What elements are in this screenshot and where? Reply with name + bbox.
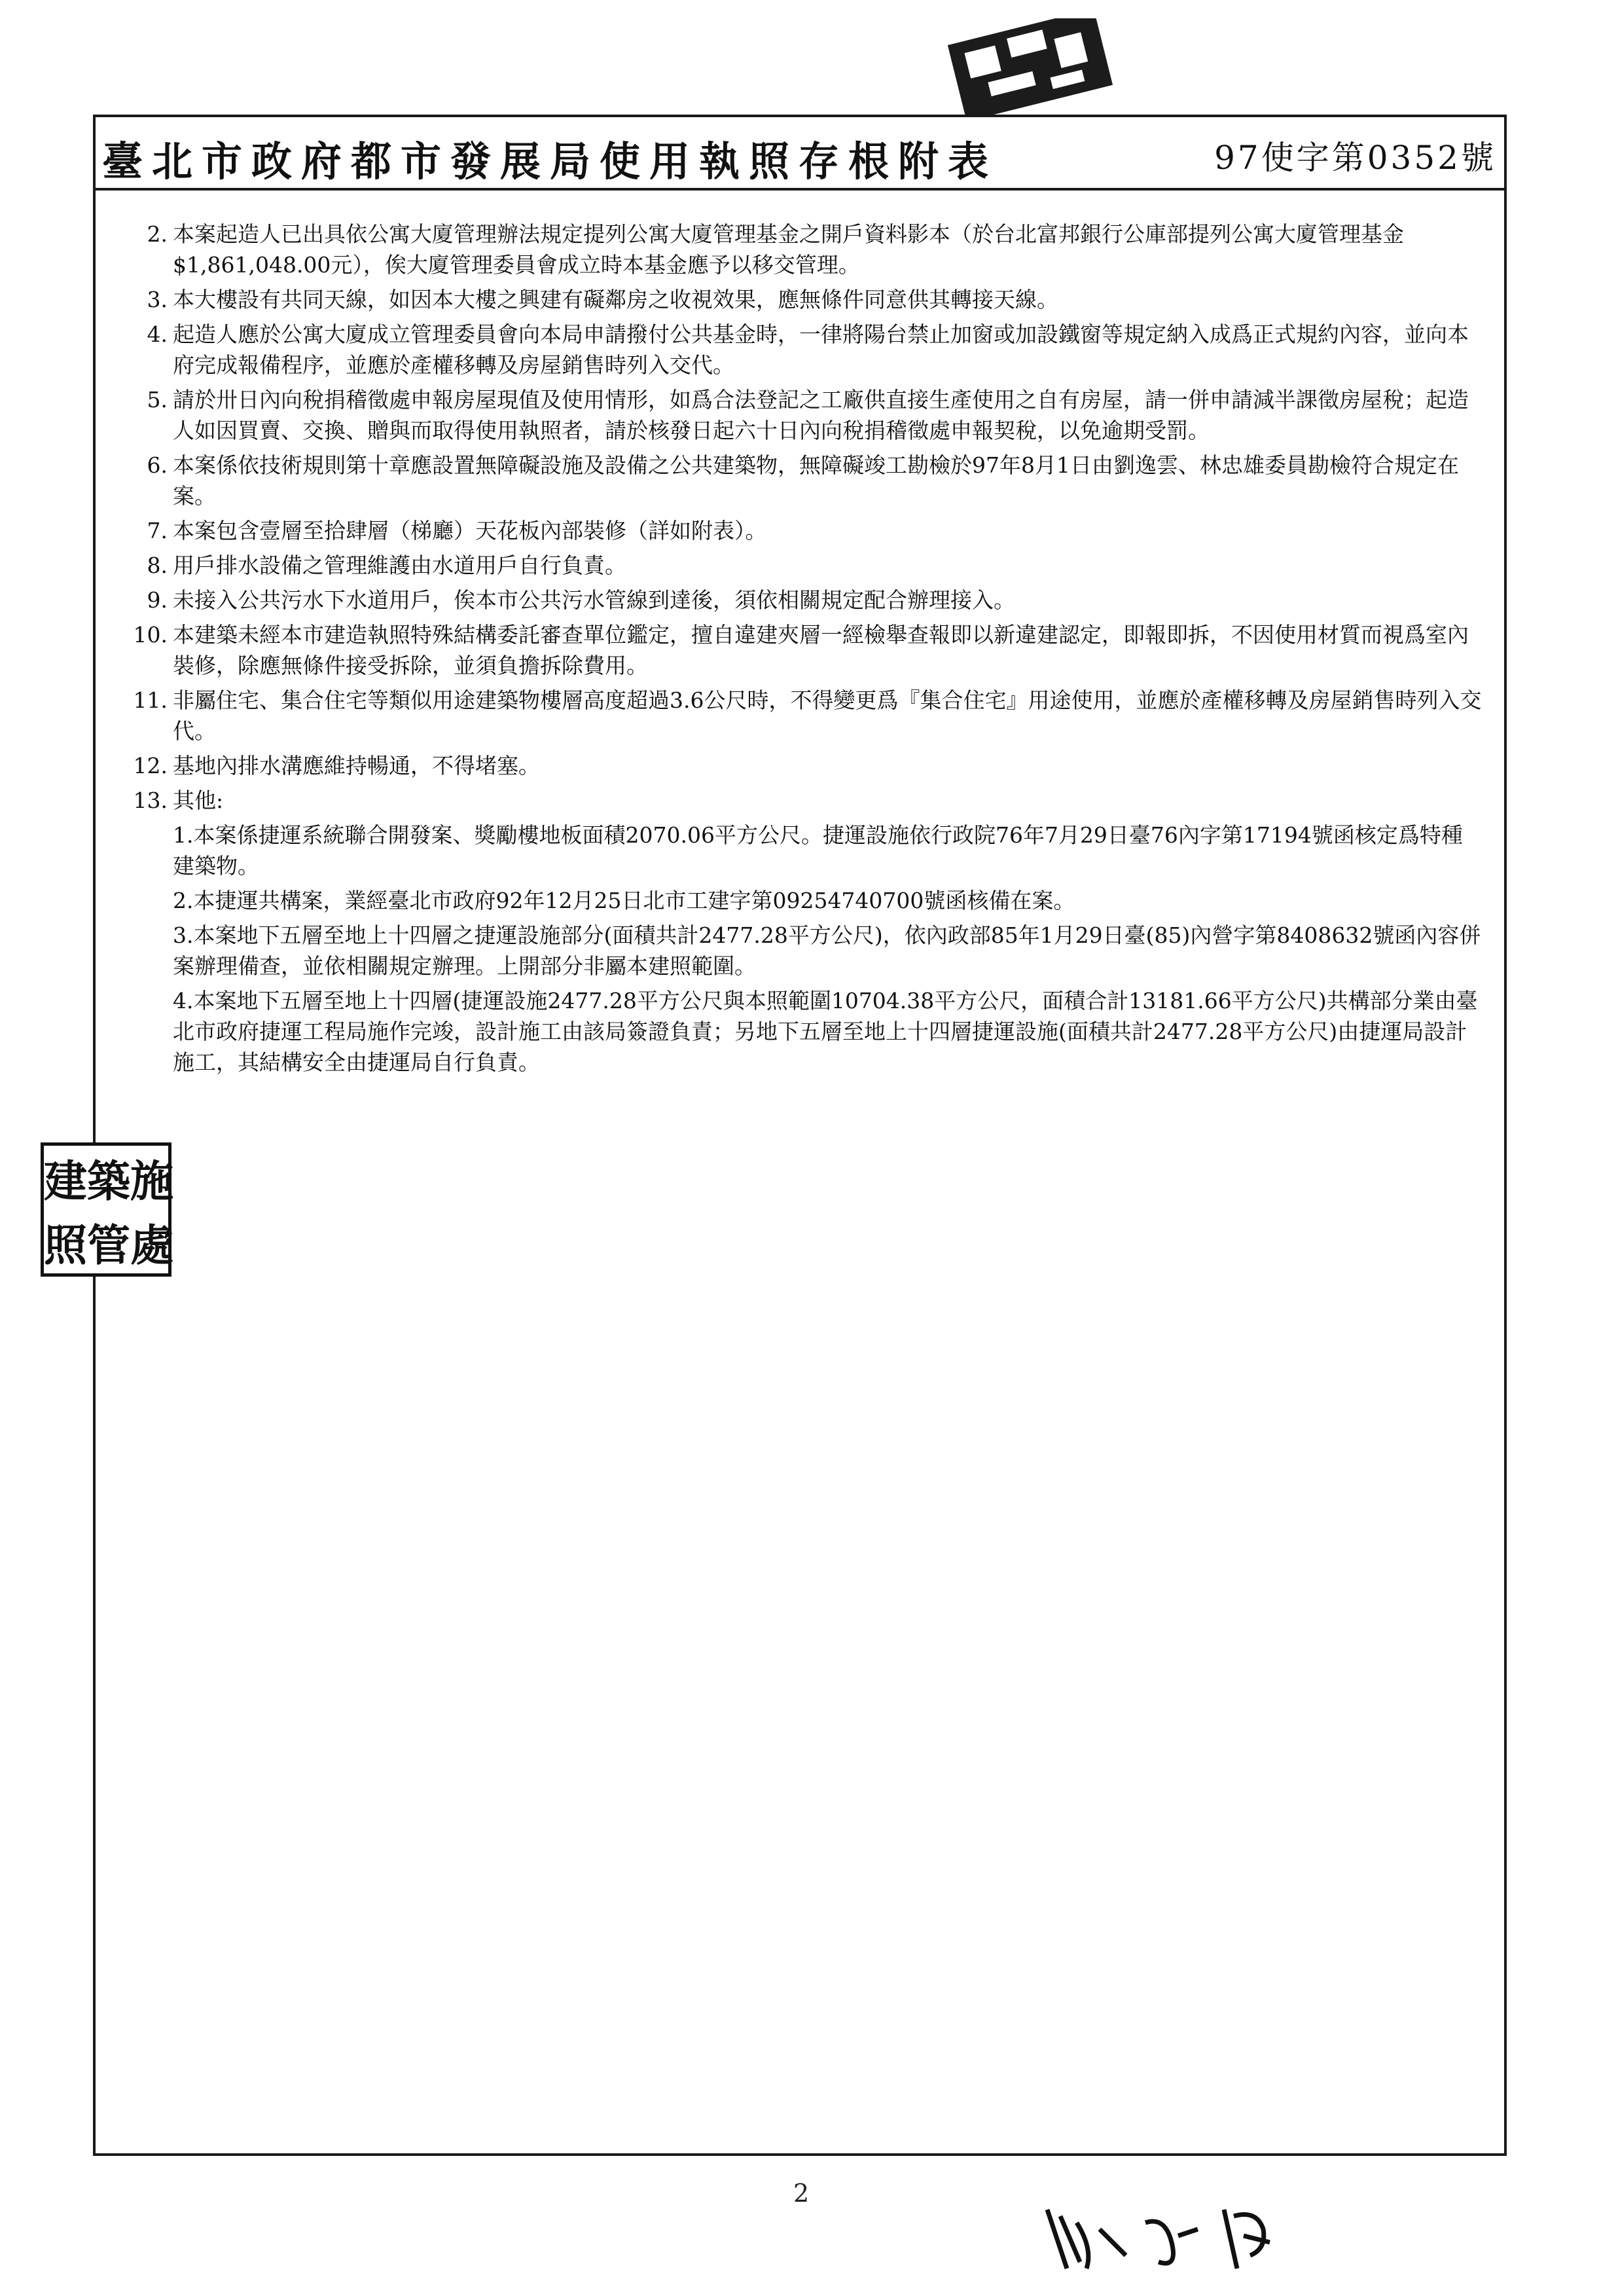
item-text: 用戶排水設備之管理維護由水道用戶自行負責。 [173,553,626,578]
item-text: 本案係依技術規則第十章應設置無障礙設施及設備之公共建築物，無障礙竣工勘檢於97年8月1日由劉逸雲、林忠雄委員勘檢符合規定在案。 [173,452,1459,509]
item-text: 基地內排水溝應維持暢通，不得堵塞。 [173,753,540,778]
item-number: 7. [147,518,168,543]
sub-item: 1.本案係捷運系統聯合開發案、獎勵樓地板面積2070.06平方公尺。捷運設施依行政院76年7月29日臺76內字第17194號函核定爲特種建築物。 [173,822,1463,879]
document-title: 臺北市政府都市發展局使用執照存根附表 [102,137,998,185]
permit-number: 97使字第0352號 [1214,139,1496,177]
condition-item [128,785,1483,816]
condition-item [128,384,1483,446]
sub-item: 2.本捷運共構案，業經臺北市政府92年12月25日北市工建字第09254740700號函核備在案。 [173,888,1075,913]
item-text: 未接入公共污水下水道用戶，俟本市公共污水管線到達後，須依相關規定配合辦理接入。 [173,587,1015,613]
item-text: 本案起造人已出具依公寓大廈管理辦法規定提列公寓大廈管理基金之開戶資料影本（於台北富邦銀行公庫部提列公寓大廈管理基金$1,861,048.00元），俟大廈管理委員會成立時本基金應予以移交管理。 [173,221,1404,278]
condition-item [128,585,1483,615]
item-number: 12. [133,753,168,778]
item-text: 本案包含壹層至拾肆層（梯廳）天花板內部裝修（詳如附表）。 [173,518,767,543]
seal-character: 處 [130,1219,173,1271]
condition-item [128,750,1483,781]
seal-character: 照 [44,1219,87,1271]
item-number: 2. [147,221,168,247]
item-text: 本建築未經本市建造執照特殊結構委託審查單位鑑定，擅自違建夾層一經檢舉查報即以新違建認定，即報即拆，不因使用材質而視爲室內裝修，除應無條件接受拆除，並須負擔拆除費用。 [173,622,1469,678]
top-seal-stamp [929,18,1139,117]
official-seal [41,1142,171,1277]
seal-character: 建 [44,1156,87,1207]
condition-item [128,550,1483,581]
condition-item [128,450,1483,511]
item-number: 6. [147,452,168,478]
header-row [96,117,1504,191]
signature-marks [1041,2190,1289,2282]
item-text: 請於卅日內向稅捐稽徵處申報房屋現值及使用情形，如爲合法登記之工廠供直接生產使用之自有房屋，請一併申請減半課徵房屋稅；起造人如因買賣、交換、贈與而取得使用執照者，請於核發日起六十日內向稅捐稽徵處申報契稅，以免逾期受罰。 [173,387,1469,443]
conditions-list [128,219,1483,1082]
item-text: 本大樓設有共同天線，如因本大樓之興建有礙鄰房之收視效果，應無條件同意供其轉接天線。 [173,287,1058,312]
item-number: 11. [133,687,168,713]
sub-item: 4.本案地下五層至地上十四層(捷運設施2477.28平方公尺與本照範圍10704.38平方公尺，面積合計13181.66平方公尺)共構部分業由臺北市政府捷運工程局施作完竣，設計施工由該局簽證負責；另地下五層至地上十四層捷運設施(面積共計2477.28平方公尺)由捷運局設計施工，其結構安全由捷運局自行負責。 [173,988,1478,1075]
condition-item [128,685,1483,746]
condition-item [128,319,1483,380]
item-text: 起造人應於公寓大廈成立管理委員會向本局申請撥付公共基金時，一律將陽台禁止加窗或加設鐵窗等規定納入成爲正式規約內容，並向本府完成報備程序，並應於產權移轉及房屋銷售時列入交代。 [173,321,1469,378]
item-number: 8. [147,553,168,578]
condition-item [128,619,1483,681]
seal-character: 築 [87,1156,130,1207]
item-number: 10. [133,622,168,647]
seal-character: 管 [87,1219,130,1271]
item-number: 5. [147,387,168,412]
item-text: 其他: [173,788,224,813]
sub-item: 3.本案地下五層至地上十四層之捷運設施部分(面積共計2477.28平方公尺)，依內政部85年1月29日臺(85)內營字第8408632號函內容併案辦理備查，並依相關規定辦理。上開部分非屬本建照範圍。 [173,922,1481,979]
condition-item [128,515,1483,546]
item-number: 13. [133,788,168,813]
item-number: 9. [147,587,168,613]
item-text: 非屬住宅、集合住宅等類似用途建築物樓層高度超過3.6公尺時，不得變更爲『集合住宅』用途使用，並應於產權移轉及房屋銷售時列入交代。 [173,687,1482,744]
condition-item [128,219,1483,280]
item-number: 4. [147,321,168,347]
form-frame [93,115,1507,2156]
condition-item [128,284,1483,315]
page-number: 2 [793,2179,810,2208]
seal-character: 施 [130,1156,173,1207]
item-number: 3. [147,287,168,312]
other-sub-list [173,820,1483,1078]
